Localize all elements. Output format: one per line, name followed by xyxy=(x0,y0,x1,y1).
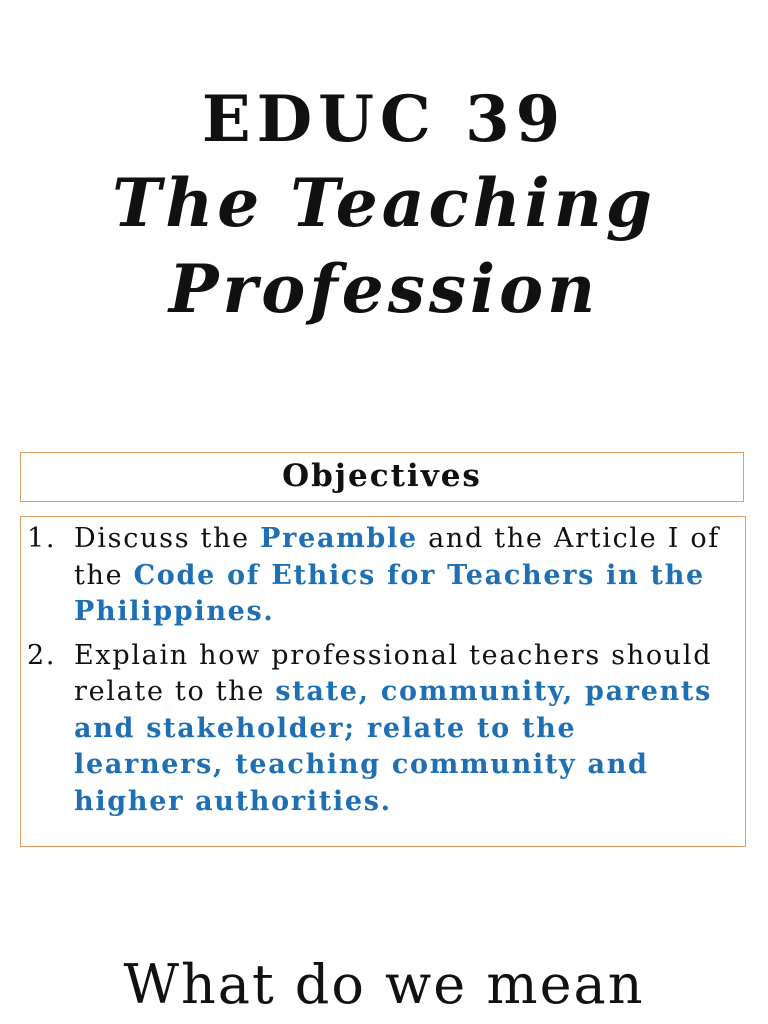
objectives-list xyxy=(20,516,746,847)
objective-highlight-code-of-ethics: Code of Ethics for Teachers in the Philippines. xyxy=(74,559,705,627)
objective-number: 2. xyxy=(27,639,57,671)
objectives-heading: Objectives xyxy=(20,452,744,502)
objective-text-part: Discuss the xyxy=(74,523,261,554)
objective-highlight-relations: state, community, parents and stakeholder; relate to the learners, teaching community and higher authorities. xyxy=(74,676,713,817)
objective-item-1 xyxy=(27,521,737,631)
question-text: What do we mean xyxy=(123,953,645,1016)
objective-number: 1. xyxy=(27,523,57,554)
objective-text xyxy=(74,521,737,631)
course-name-line2: Profession xyxy=(168,250,600,328)
objective-highlight-preamble: Preamble xyxy=(260,523,418,554)
objective-text-part: Explain how professional teachers should relate to the xyxy=(74,639,713,707)
title-block xyxy=(0,80,768,332)
objective-item-2 xyxy=(27,638,737,821)
objective-text xyxy=(74,638,737,821)
course-name-line1: The Teaching xyxy=(112,164,656,242)
course-code: EDUC 39 xyxy=(201,82,567,157)
objective-text-part: and the Article I of the xyxy=(74,523,720,591)
